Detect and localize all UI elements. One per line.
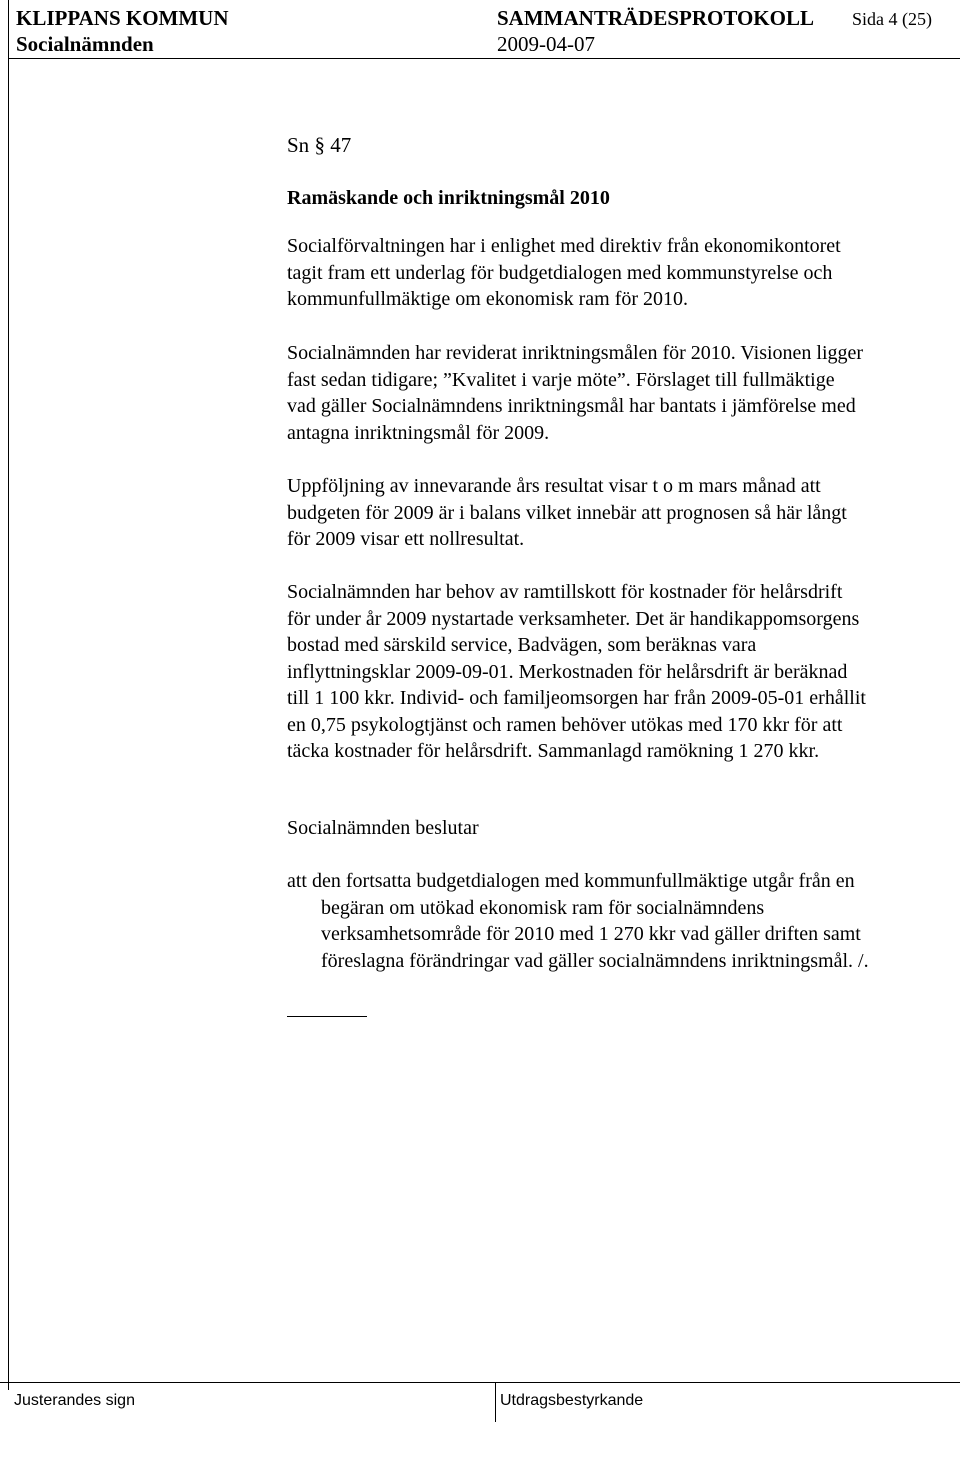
decision-body bbox=[287, 868, 952, 974]
paragraph-4 bbox=[287, 579, 952, 765]
footer-divider bbox=[0, 1382, 960, 1383]
paragraph-line: Uppföljning av innevarande års resultat visar t o m mars månad att bbox=[287, 475, 821, 497]
paragraph-line: Socialnämnden har behov av ramtillskott för kostnader för helårsdrift bbox=[287, 581, 843, 603]
paragraph-line: för 2009 visar ett nollresultat. bbox=[287, 528, 525, 550]
section-title: Ramäskande och inriktningsmål 2010 bbox=[287, 187, 610, 209]
paragraph-2 bbox=[287, 340, 952, 446]
org-name: KLIPPANS KOMMUN bbox=[16, 6, 229, 30]
paragraph-line: antagna inriktningsmål för 2009. bbox=[287, 421, 550, 444]
paragraph-line: vad gäller Socialnämndens inriktningsmål har bantats i jämförelse med bbox=[287, 395, 856, 417]
meeting-date: 2009-04-07 bbox=[497, 32, 595, 56]
paragraph-1 bbox=[287, 233, 952, 313]
paragraph-line: budgeten för 2009 är i balans vilket innebär att prognosen så här långt bbox=[287, 501, 847, 524]
paragraph-line: en 0,75 psykologtjänst och ramen behöver utökas med 170 kkr för att bbox=[287, 713, 843, 736]
section-number bbox=[287, 133, 351, 158]
paragraph-line: tagit fram ett underlag för budgetdialogen med kommunstyrelse och bbox=[287, 261, 833, 284]
decision-line: föreslagna förändringar vad gäller socialnämndens inriktningsmål. /. bbox=[321, 949, 869, 972]
paragraph-line: kommunfullmäktige om ekonomisk ram för 2010. bbox=[287, 288, 689, 310]
paragraph-line: täcka kostnader för helårsdrift. Sammanlagd ramökning 1 270 kkr. bbox=[287, 740, 820, 762]
paragraph-number: 47 bbox=[330, 133, 352, 157]
footer-justerandes-sign: Justerandes sign bbox=[14, 1392, 135, 1409]
committee-name: Socialnämnden bbox=[16, 32, 154, 56]
paragraph-line: till 1 100 kkr. Individ- och familjeomsorgen har från 2009-05-01 erhållit bbox=[287, 687, 866, 709]
left-border-line bbox=[8, 0, 9, 1390]
section-prefix: Sn bbox=[287, 133, 310, 157]
decision-line: begäran om utökad ekonomisk ram för socialnämndens bbox=[321, 896, 765, 919]
paragraph-line: fast sedan tidigare; ”Kvalitet i varje möte”. Förslaget till fullmäktige bbox=[287, 368, 835, 391]
header-divider bbox=[8, 58, 960, 59]
footer-utdragsbestyrkande: Utdragsbestyrkande bbox=[500, 1392, 644, 1409]
decision-line: att den fortsatta budgetdialogen med kommunfullmäktige utgår från en bbox=[287, 870, 855, 892]
decision-heading: Socialnämnden beslutar bbox=[287, 817, 479, 839]
decision-line: verksamhetsområde för 2010 med 1 270 kkr vad gäller driften samt bbox=[321, 923, 861, 945]
end-rule bbox=[287, 1016, 367, 1017]
paragraph-line: Socialnämnden har reviderat inriktningsmålen för 2010. Visionen ligger bbox=[287, 342, 864, 364]
paragraph-line: inflyttningsklar 2009-09-01. Merkostnaden för helårsdrift är beräknad bbox=[287, 660, 848, 683]
paragraph-line: för under år 2009 nystartade verksamheter. Det är handikappomsorgens bbox=[287, 607, 860, 630]
paragraph-symbol: § bbox=[314, 133, 325, 157]
footer-column-divider bbox=[495, 1382, 496, 1422]
paragraph-line: bostad med särskild service, Badvägen, som beräknas vara bbox=[287, 634, 757, 656]
paragraph-3 bbox=[287, 473, 952, 553]
protocol-title: SAMMANTRÄDESPROTOKOLL bbox=[497, 6, 814, 30]
page-number: Sida 4 (25) bbox=[852, 9, 932, 29]
paragraph-line: Socialförvaltningen har i enlighet med direktiv från ekonomikontoret bbox=[287, 235, 841, 257]
